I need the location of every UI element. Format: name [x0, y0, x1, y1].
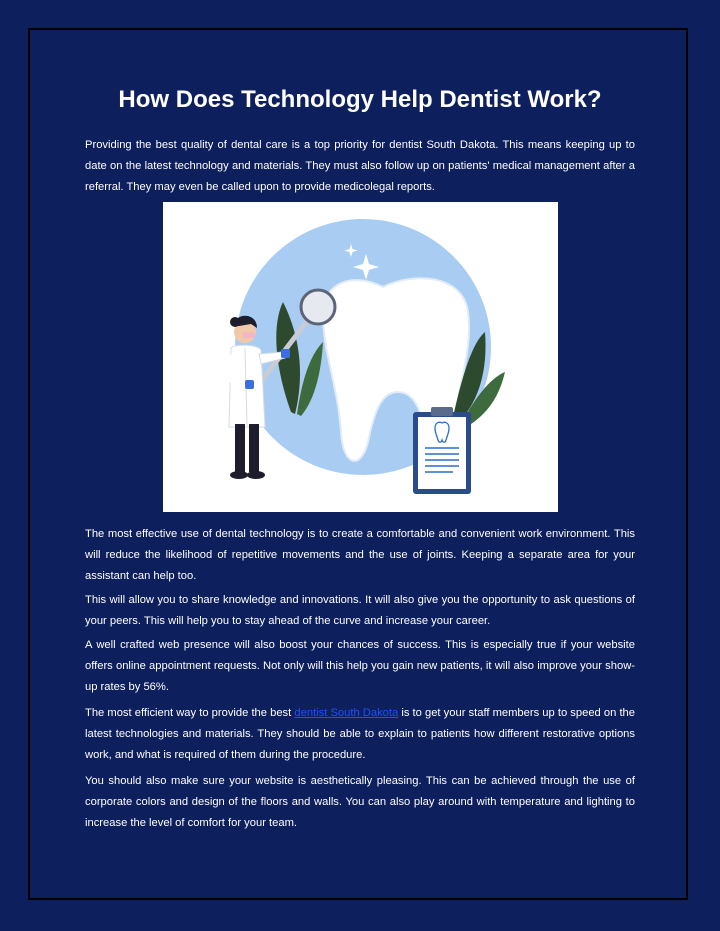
- page-title: How Does Technology Help Dentist Work?: [118, 86, 602, 113]
- body-paragraph-1: The most effective use of dental technology is to create a comfortable and convenient work environment. This will reduce the likelihood of repetitive movements and the use of joints. Keeping a separate area for your assistant can help too.: [85, 528, 635, 582]
- paragraph-4-start: The most efficient way to provide the best: [85, 707, 295, 719]
- intro-paragraph: Providing the best quality of dental care is a top priority for dentist South Dakota. This means keeping up to date on the latest technology and materials. They must also follow up on patients' medical management after a referral. They may even be called upon to provide medicolegal reports.: [85, 139, 635, 193]
- paragraph-4-end: is to get your staff members up to speed on the latest technologies and materials. They should be able to explain to patients how different restorative options work, and what is required of them during the procedure.: [85, 707, 635, 761]
- body-paragraph-2: This will allow you to share knowledge and innovations. It will also give you the opportunity to ask questions of your peers. This will help you to stay ahead of the curve and increase your career.: [85, 594, 635, 627]
- dentist-illustration: [163, 202, 558, 512]
- body-paragraph-3: A well crafted web presence will also boost your chances of success. This is especially true if your website offers online appointment requests. Not only will this help you gain new patients, it will also improve your show-up rates by 56%.: [85, 639, 635, 693]
- dentist-south-dakota-link[interactable]: dentist South Dakota: [294, 707, 399, 719]
- body-paragraph-5: You should also make sure your website is aesthetically pleasing. This can be achieved through the use of corporate colors and design of the floors and walls. You can also play around with temperature and lighting to increase the level of comfort for your team.: [85, 775, 635, 829]
- body-paragraph-4: [85, 703, 635, 766]
